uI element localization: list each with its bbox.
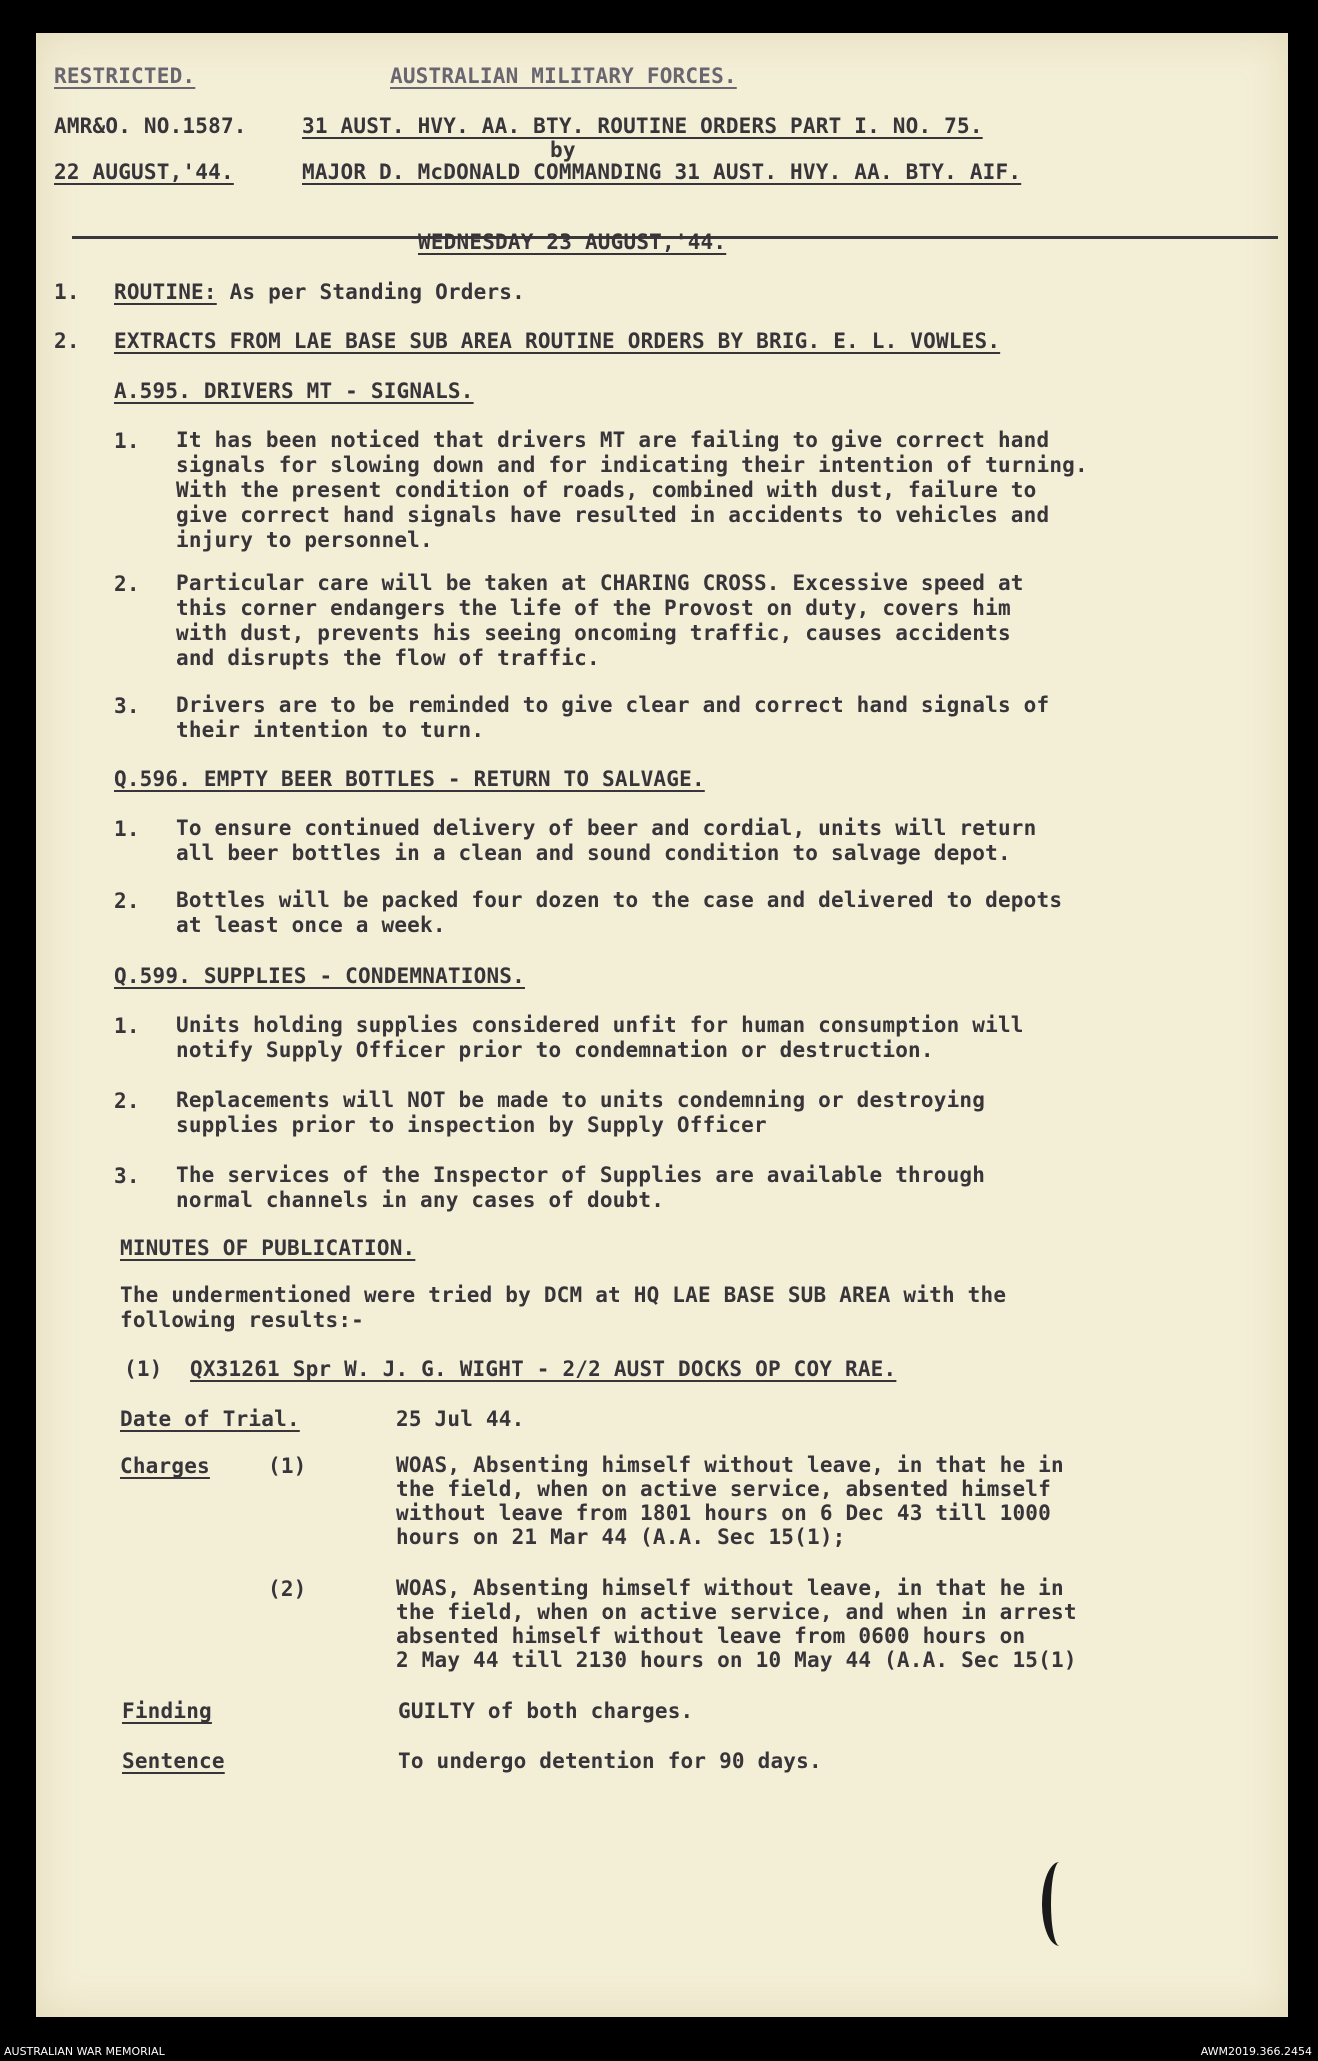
para-number: 1. (114, 429, 140, 453)
section-heading: Q.596. EMPTY BEER BOTTLES - RETURN TO SALVAGE. (114, 767, 705, 791)
para-line: It has been noticed that drivers MT are failing to give correct hand (176, 428, 1050, 452)
item-number: 2. (54, 329, 80, 353)
para-text (176, 1163, 985, 1213)
minutes-intro (120, 1283, 1006, 1333)
para-line: To ensure continued delivery of beer and cordial, units will return (176, 816, 1037, 840)
para-text (176, 1088, 985, 1138)
charge-line: the field, when on active service, and when in arrest (396, 1600, 1077, 1624)
item-number: 1. (54, 280, 80, 304)
charge-number: (2) (268, 1577, 307, 1601)
para-text (176, 428, 1088, 553)
charge-number: (1) (268, 1454, 307, 1478)
item-extracts-title: EXTRACTS FROM LAE BASE SUB AREA ROUTINE ORDERS BY BRIG. E. L. VOWLES. (114, 329, 1001, 353)
section-heading: A.595. DRIVERS MT - SIGNALS. (114, 379, 474, 403)
para-line: their intention to turn. (176, 718, 485, 742)
para-line: notify Supply Officer prior to condemnation or destruction. (176, 1038, 934, 1062)
para-line: with dust, prevents his seeing oncoming traffic, causes accidents (176, 621, 1011, 645)
charge-line: absented himself without leave from 0600 hours on (396, 1624, 1026, 1648)
para-line: Units holding supplies considered unfit for human consumption will (176, 1013, 1024, 1037)
pen-bracket-mark (1042, 1862, 1077, 1946)
para-line: The services of the Inspector of Supplies are available through (176, 1163, 986, 1187)
para-line: Replacements will NOT be made to units condemning or destroying (176, 1088, 986, 1112)
para-line: normal channels in any cases of doubt. (176, 1188, 665, 1212)
intro-line: following results:- (120, 1308, 365, 1332)
minutes-heading: MINUTES OF PUBLICATION. (120, 1236, 416, 1260)
charge-line: WOAS, Absenting himself without leave, in that he in (396, 1453, 1064, 1477)
para-line: this corner endangers the life of the Provost on duty, covers him (176, 596, 1011, 620)
item-title: ROUTINE: (114, 280, 217, 304)
para-line: supplies prior to inspection by Supply Officer (176, 1113, 767, 1137)
sentence-value: To undergo detention for 90 days. (398, 1749, 822, 1773)
para-line: at least once a week. (176, 913, 446, 937)
charge-line: the field, when on active service, absented himself (396, 1477, 1051, 1501)
commanding-officer: MAJOR D. McDONALD COMMANDING 31 AUST. HVY. AA. BTY. AIF. (302, 160, 1022, 184)
sentence-label: Sentence (122, 1749, 225, 1773)
charge-line: 2 May 44 till 2130 hours on 10 May 44 (A.A. Sec 15(1) (396, 1648, 1077, 1672)
item-routine (114, 279, 525, 305)
para-number: 1. (114, 1014, 140, 1038)
charge-line: WOAS, Absenting himself without leave, in that he in (396, 1576, 1064, 1600)
para-number: 2. (114, 889, 140, 913)
day-heading: WEDNESDAY 23 AUGUST,'44. (418, 230, 727, 254)
para-line: injury to personnel. (176, 528, 433, 552)
para-line: signals for slowing down and for indicating their intention of turning. (176, 453, 1088, 477)
charge-text (396, 1576, 1077, 1672)
by-label: by (550, 138, 576, 162)
charge-text (396, 1453, 1064, 1549)
para-text (176, 693, 1049, 743)
charges-label: Charges (120, 1454, 210, 1478)
charge-line: hours on 21 Mar 44 (A.A. Sec 15(1); (396, 1525, 846, 1549)
section-heading: Q.599. SUPPLIES - CONDEMNATIONS. (114, 964, 525, 988)
case-number: (1) (124, 1357, 163, 1381)
para-text (176, 571, 1024, 671)
charge-line: without leave from 1801 hours on 6 Dec 43 till 1000 (396, 1501, 1051, 1525)
para-line: all beer bottles in a clean and sound condition to salvage depot. (176, 841, 1011, 865)
para-text (176, 816, 1037, 866)
para-line: Drivers are to be reminded to give clear and correct hand signals of (176, 693, 1050, 717)
document-page (36, 33, 1288, 2017)
case-name: QX31261 Spr W. J. G. WIGHT - 2/2 AUST DOCKS OP COY RAE. (190, 1357, 897, 1381)
forces-heading: AUSTRALIAN MILITARY FORCES. (390, 64, 737, 88)
para-number: 2. (114, 1089, 140, 1113)
trial-label: Date of Trial. (120, 1407, 300, 1431)
para-line: give correct hand signals have resulted in accidents to vehicles and (176, 503, 1050, 527)
para-line: With the present condition of roads, combined with dust, failure to (176, 478, 1037, 502)
para-line: and disrupts the flow of traffic. (176, 646, 600, 670)
item-text: As per Standing Orders. (216, 280, 525, 304)
para-text (176, 888, 1062, 938)
routine-title: 31 AUST. HVY. AA. BTY. ROUTINE ORDERS PART I. NO. 75. (302, 114, 983, 138)
para-number: 2. (114, 572, 140, 596)
para-number: 3. (114, 694, 140, 718)
footer-right-caption: AWM2019.366.2454 (1200, 2045, 1312, 2058)
para-number: 1. (114, 817, 140, 841)
footer-left-caption: AUSTRALIAN WAR MEMORIAL (4, 2045, 165, 2058)
para-line: Particular care will be taken at CHARING CROSS. Excessive speed at (176, 571, 1024, 595)
order-number: AMR&O. NO.1587. (54, 114, 247, 138)
intro-line: The undermentioned were tried by DCM at HQ LAE BASE SUB AREA with the (120, 1283, 1007, 1307)
finding-label: Finding (122, 1699, 212, 1723)
para-line: Bottles will be packed four dozen to the case and delivered to depots (176, 888, 1063, 912)
para-number: 3. (114, 1164, 140, 1188)
order-date: 22 AUGUST,'44. (54, 160, 234, 184)
restricted-label: RESTRICTED. (54, 64, 196, 88)
trial-value: 25 Jul 44. (396, 1407, 525, 1431)
para-text (176, 1013, 1024, 1063)
finding-value: GUILTY of both charges. (398, 1699, 694, 1723)
